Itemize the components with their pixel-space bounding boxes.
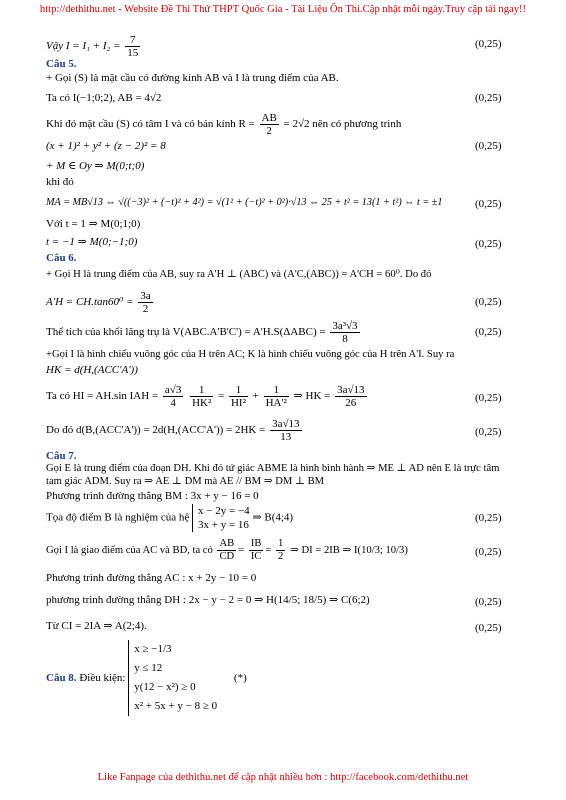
c7-line3: Tọa độ điểm B là nghiệm của hệ x − 2y = −4 3x + y = 16 ⇒ B(4;4)	[46, 505, 294, 531]
score: (0,25)	[475, 326, 502, 338]
score: (0,25)	[475, 238, 502, 250]
c5-line8: Với t = 1 ⇒ M(0;1;0)	[46, 218, 141, 230]
score: (0,25)	[475, 38, 502, 50]
c5-line7: MA = MB√13 ⇔ √((−3)² + (−t)² + 4²) = √(1² + (−t)² + 0²)·√13 ⇔ 25 + t² = 13(1 + t²) ⇔ t = ±1	[46, 197, 443, 208]
c7-line7: Từ CI = 2IA ⇒ A(2;4).	[46, 620, 147, 632]
c5-line1: + Gọi (S) là mặt cầu có đường kính AB và I là trung điểm của AB.	[46, 72, 339, 84]
c7-line5: Phương trình đường thẳng AC : x + 2y − 10 = 0	[46, 572, 257, 584]
score: (0,25)	[475, 546, 502, 558]
score: (0,25)	[475, 296, 502, 308]
score: (0,25)	[475, 622, 502, 634]
score: (0,25)	[475, 198, 502, 210]
cau7-heading: Câu 7.	[46, 450, 77, 462]
c6-line3: Thể tích của khối lăng trụ là V(ABC.A'B'C') = A'H.S(ΔABC) = $\frac{\text{3a³√3}}{8}$	[46, 320, 358, 345]
c5-line4: (x + 1)² + y² + (z − 2)² = 8	[46, 140, 166, 152]
fraction: $\frac{7}{15}$	[127, 34, 139, 59]
page-header[interactable]: http://dethithu.net - Website Đề Thi Thử THPT Quốc Gia - Tài Liệu Ôn Thi.Cập nhật mỗi ngày.Truy cập tải ngay!!	[39, 4, 527, 15]
score: (0,25)	[475, 92, 502, 104]
cau5-heading: Câu 5.	[46, 58, 77, 70]
score: (0,25)	[475, 596, 502, 608]
score: (0,25)	[475, 512, 502, 524]
page-footer[interactable]: Like Fanpage của dethithu.net để cập nhật nhiều hơn : http://facebook.com/dethithu.net	[97, 772, 469, 783]
c6-line2: A'H = CH.tan60⁰ = $\frac{3a}{2}$	[46, 290, 151, 315]
c5-line6: khi đó	[46, 176, 74, 188]
c5-line3: Khi đó mặt cầu (S) có tâm I và có bán kính R = $\frac{AB}{2}$ = 2√2 nên có phương trình	[46, 112, 402, 137]
cau8-block: Câu 8. Điều kiện: x ≥ −1/3 y ≤ 12 y(12 − x²) ≥ 0 x² + 5x + y − 8 ≥ 0 (*)	[46, 640, 516, 716]
score: (0,25)	[475, 140, 502, 152]
c7-line4: Gọi I là giao điểm của AC và BD, ta có $\frac{AB}{CD}$ = $\frac{IB}{IC}$ = $\frac{1}{2}$ ⇒ DI = 2IB ⇒ I(10/3; 10/3)	[46, 538, 408, 562]
c5-line9: t = −1 ⇒ M(0;−1;0)	[46, 236, 138, 248]
cau8-heading: Câu 8.	[46, 671, 77, 684]
c6-line5: HK = d(H,(ACC'A'))	[46, 364, 138, 376]
c6-line4: +Gọi I là hình chiếu vuông góc của H trên AC; K là hình chiếu vuông góc của H trên A'I. Suy ra	[46, 349, 455, 360]
c7-line6: phương trình đường thẳng DH : 2x − y − 2 = 0 ⇒ H(14/5; 18/5) ⇒ C(6;2)	[46, 594, 370, 606]
cau6-heading: Câu 6.	[46, 252, 77, 264]
score: (0,25)	[475, 426, 502, 438]
c6-line1: + Gọi H là trung điểm của AB, suy ra A'H ⊥ (ABC) và (A'C,(ABC)) = A'CH = 60⁰. Do đó	[46, 269, 432, 280]
c6-line6: Ta có HI = AH.sin IAH = $\frac{a√3}{4}$ $\frac{1}{\text{HK²}}$ = $\frac{1}{\text{HI²}}$ + $\frac{1}{\text{HA'²}}$ ⇒ HK = $\frac{3a√13}{26}$	[46, 384, 365, 409]
condition-system: x ≥ −1/3 y ≤ 12 y(12 − x²) ≥ 0 x² + 5x + y − 8 ≥ 0	[128, 640, 217, 716]
c5-line2: Ta có I(−1;0;2), AB = 4√2	[46, 92, 162, 104]
c6-line7: Do đó d(B,(ACC'A')) = 2d(H,(ACC'A')) = 2HK = $\frac{3a√13}{13}$	[46, 418, 300, 443]
c7-line1: Gọi E là trung điểm của đoạn DH. Khi đó tứ giác ABME là hình bình hành ⇒ ME ⊥ AD nên E là trực tâm tam giác ADM. Suy ra ⇒ AE ⊥ DM mà AE // BM ⇒ DM ⊥ BM	[46, 463, 500, 487]
conclusion-I: Vậy I = I₁ + I₂ = $\frac{7}{15}$	[46, 34, 139, 59]
c5-line5: + M ∈ Oy ⇒ M(0;t;0)	[46, 160, 145, 172]
equation-system: x − 2y = −4 3x + y = 16	[192, 504, 250, 532]
score: (0,25)	[475, 392, 502, 404]
c7-line2: Phương trình đường thẳng BM : 3x + y − 16 = 0	[46, 490, 259, 502]
